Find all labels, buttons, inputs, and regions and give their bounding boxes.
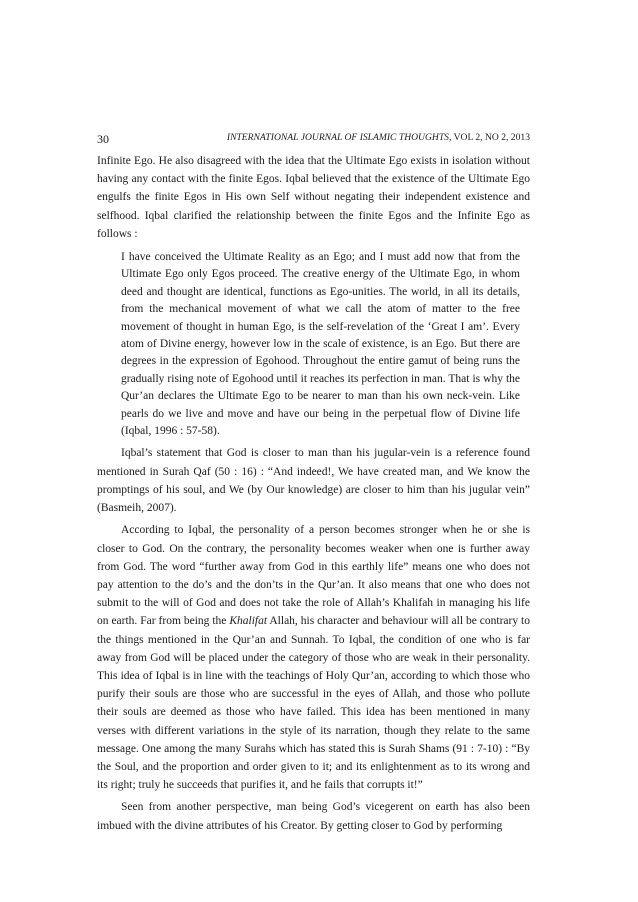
page-header — [97, 132, 530, 146]
running-head — [227, 132, 530, 143]
paragraph-intro: Infinite Ego. He also disagreed with the idea that the Ultimate Ego exists in isolation without having any contact with the finite Egos. Iqbal believed that the existence of the Ultimate Ego engulfs the finite Egos in His own Self without negating their independent existence and selfhood. Iqbal clarified the relationship between the finite Egos and the Infinite Ego as follows : — [97, 155, 530, 240]
khalifat-term: Khalifat — [229, 615, 268, 628]
body-text — [97, 152, 530, 835]
paragraph-jugular-vein: Iqbal’s statement that God is closer to man than his jugular-vein is a reference found mentioned in Surah Qaf (50 : 16) : “And indeed!, We have created man, and We know the promptings of his soul, and We (by Our knowledge) are closer to him than his jugular vein” (Basmeih, 2007). — [97, 447, 530, 515]
paragraph-vicegerent: Seen from another perspective, man being God’s vicegerent on earth has also been imbued with the divine attributes of his Creator. By getting closer to God by performing — [97, 801, 530, 832]
paragraph-personality-text-1: According to Iqbal, the personality of a person becomes stronger when he or she is closer to God. On the contrary, the personality becomes weaker when one is further away from God. The word “further away from God in this earthly life” means one who does not pay attention to the do’s and the don’ts in the Qur’an. It also means that one who does not submit to the will of God and does not take the role of Allah’s Khalifah in managing his life on earth. Far from being the — [97, 524, 530, 628]
paragraph-personality — [97, 521, 530, 794]
journal-title: INTERNATIONAL JOURNAL OF ISLAMIC THOUGHTS, — [226, 132, 452, 143]
paragraph-personality-text-2: Allah, his character and behaviour will all be contrary to the things mentioned in the Qur’an and Sunnah. To Iqbal, the condition of one who is far away from God will be placed under the category of those who are weak in their personality. This idea of Iqbal is in line with the teachings of Holy Qur’an, according to which those who purify their souls are those who are successful in the eyes of Allah, and those who pollute their souls are deemed as those who have failed. This idea has been mentioned in many verses with different variations in the style of its narration, though they relate to the same message. One among the many Surahs which has stated this is Surah Shams (91 : 7-10) : “By the Soul, and the proportion and order given to it; and its enlightenment as to its wrong and its right; truly he succeeds that purifies it, and he fails that corrupts it!” — [97, 615, 531, 792]
block-quote: I have conceived the Ultimate Reality as an Ego; and I must add now that from the Ultimate Ego only Egos proceed. The creative energy of the Ultimate Ego, in whom deed and thought are identical, functions as Ego-unities. The world, in all its details, from the mechanical movement of what we call the atom of matter to the free movement of thought in human Ego, is the self-revelation of the ‘Great I am’. Every atom of Divine energy, however low in the scale of existence, is an Ego. But there are degrees in the expression of Egohood. Throughout the entire gamut of being runs the gradually rising note of Egohood until it reaches its perfection in man. That is why the Qur’an declares the Ultimate Ego to be nearer to man than his own neck-vein. Like pearls do we live and move and have our being in the perpetual flow of Divine life (Iqbal, 1996 : 57-58). — [121, 251, 520, 438]
page-number: 30 — [97, 132, 109, 146]
volume-info: VOL 2, NO 2, 2013 — [451, 132, 530, 143]
